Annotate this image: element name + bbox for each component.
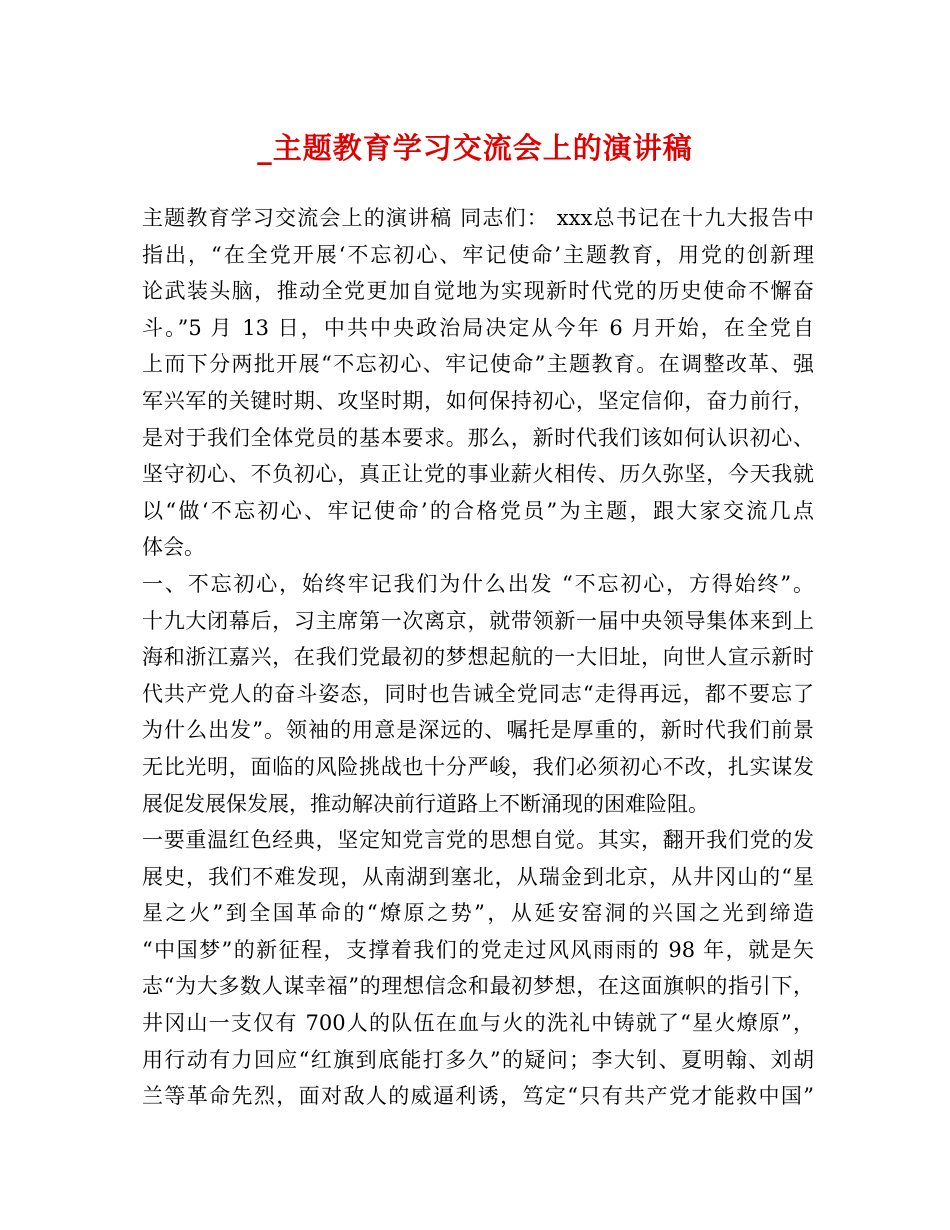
body-line: 论武装头脑，推动全党更加自觉地为实现新时代党的历史使命不懈奋 bbox=[142, 279, 814, 304]
body-line: 斗。”5 月 13 日，中共中央政治局决定从今年 6 月开始，在全党自 bbox=[142, 315, 814, 340]
body-line: 代共产党人的奋斗姿态，同时也告诫全党同志“走得再远，都不要忘了 bbox=[142, 681, 814, 706]
body-line: 海和浙江嘉兴，在我们党最初的梦想起航的一大旧址，向世人宣示新时 bbox=[142, 645, 814, 670]
body-line: 井冈山一支仅有 700人的队伍在血与火的洗礼中铸就了“星火燎原”， bbox=[142, 1011, 814, 1036]
body-line: 以“做‘不忘初心、牢记使命’的合格党员”为主题，跟大家交流几点 bbox=[142, 498, 814, 523]
body-line: 无比光明，面临的风险挑战也十分严峻，我们必须初心不改，扎实谋发 bbox=[142, 754, 814, 779]
body-line: 展促发展保发展，推动解决前行道路上不断涌现的困难险阻。 bbox=[142, 791, 709, 816]
body-line: 体会。 bbox=[142, 535, 205, 560]
document-title: _主题教育学习交流会上的演讲稿 bbox=[257, 131, 693, 165]
body-line: 一、不忘初心，始终牢记我们为什么出发 “不忘初心，方得始终”。 bbox=[142, 571, 814, 596]
body-line: 上而下分两批开展“不忘初心、牢记使命”主题教育。在调整改革、强 bbox=[142, 352, 814, 377]
body-line: 用行动有力回应“红旗到底能打多久”的疑问；李大钊、夏明翰、刘胡 bbox=[142, 1047, 814, 1072]
body-line: 志“为大多数人谋幸福”的理想信念和最初梦想，在这面旗帜的指引下， bbox=[142, 974, 814, 999]
body-line: 为什么出发”。领袖的用意是深远的、嘱托是厚重的，新时代我们前景 bbox=[142, 718, 814, 743]
body-line: “中国梦”的新征程，支撑着我们的党走过风风雨雨的 98 年，就是矢 bbox=[142, 937, 814, 962]
body-line: 主题教育学习交流会上的演讲稿 同志们： xxx总书记在十九大报告中 bbox=[142, 206, 814, 230]
document-body bbox=[142, 200, 814, 1115]
body-line: 一要重温红色经典，坚定知党言党的思想自觉。其实，翻开我们党的发 bbox=[142, 828, 814, 853]
body-line: 兰等革命先烈，面对敌人的威逼利诱，笃定“只有共产党才能救中国” bbox=[142, 1084, 814, 1109]
body-line: 是对于我们全体党员的基本要求。那么，新时代我们该如何认识初心、 bbox=[142, 425, 814, 450]
body-line: 十九大闭幕后，习主席第一次离京，就带领新一届中央领导集体来到上 bbox=[142, 608, 814, 633]
body-line: 军兴军的关键时期、攻坚时期，如何保持初心，坚定信仰，奋力前行， bbox=[142, 388, 814, 413]
body-line: 星之火”到全国革命的“燎原之势”，从延安窑洞的兴国之光到缔造 bbox=[142, 901, 814, 926]
body-line: 展史，我们不难发现，从南湖到塞北，从瑞金到北京，从井冈山的“星 bbox=[142, 864, 814, 889]
body-line: 指出，“在全党开展‘不忘初心、牢记使命’主题教育，用党的创新理 bbox=[142, 242, 814, 267]
body-line: 坚守初心、不负初心，真正让党的事业薪火相传、历久弥坚，今天我就 bbox=[142, 462, 814, 487]
